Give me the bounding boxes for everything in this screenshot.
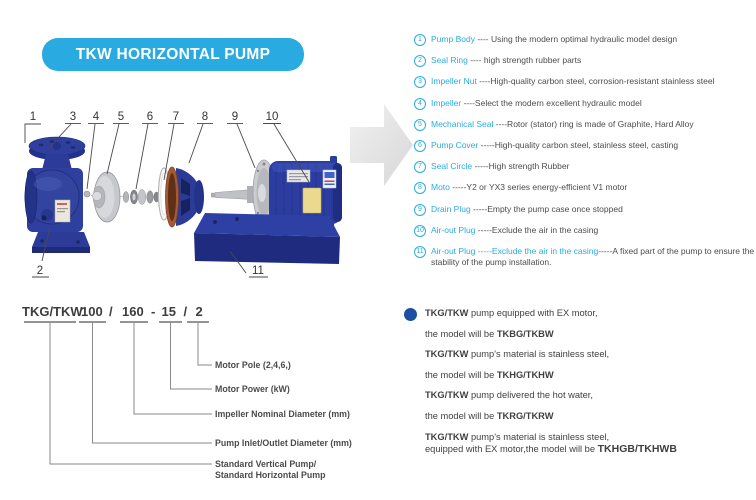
label-inlet-diameter: Pump Inlet/Outlet Diameter (mm) (215, 438, 352, 448)
model-code-diagram (10, 295, 380, 495)
part-name: Air-out Plug (431, 224, 476, 235)
parts-list-item (414, 161, 756, 173)
part-circle-number: 4 (414, 98, 426, 110)
parts-list-item (414, 119, 756, 131)
part-number-9: 9 (231, 111, 239, 123)
model-segment-sep2: - (151, 304, 156, 319)
part-number-2: 2 (36, 265, 44, 277)
variant-result: the model will be TKBG/TKBW (425, 328, 554, 339)
variant-condition: TKG/TKW pump's material is stainless steel, (425, 431, 610, 442)
part-description: -----Empty the pump case once stopped (470, 203, 623, 214)
right-arrow-graphic (350, 104, 413, 186)
part-number-8: 8 (201, 111, 209, 123)
part-circle-number: 9 (414, 204, 426, 216)
model-segment-power: 15 (161, 304, 176, 319)
part-description: -----High-quality carbon steel, stainless steel, casting (478, 139, 679, 150)
variant-result: the model will be TKHG/TKHW (425, 369, 554, 380)
mechanical-seal-graphic (119, 190, 159, 205)
part-name: Impeller (431, 97, 462, 108)
part-name: Impeller Nut (431, 76, 477, 87)
part-number-3: 3 (69, 111, 77, 123)
part-name: Seal Ring (431, 55, 468, 66)
part-circle-number: 6 (414, 140, 426, 152)
parts-list-item (414, 34, 756, 46)
part-name: Drain Plug (431, 203, 471, 214)
variant-condition: TKG/TKW pump equipped with EX motor, (425, 308, 598, 318)
part-name: Pump Cover (431, 139, 479, 150)
part-name: Mechanical Seal (431, 118, 494, 129)
variant-result: the model will be TKRG/TKRW (425, 410, 554, 421)
model-segment-brand: TKG/TKW (22, 304, 83, 319)
part-name: Pump Body (431, 34, 475, 44)
label-standard-pump-1: Standard Vertical Pump/ (215, 459, 317, 469)
parts-list-item (414, 225, 756, 237)
model-code-labels (215, 360, 352, 480)
label-motor-power: Motor Power (kW) (215, 384, 290, 394)
part-number-7: 7 (172, 111, 180, 123)
part-description: -----A fixed part of the pump to ensure the stability of the pump installation. (431, 245, 755, 268)
part-circle-number: 2 (414, 55, 426, 67)
bullet-dot (404, 308, 417, 321)
part-circle-number: 3 (414, 76, 426, 88)
part-name: Air-out Plug -----Exclude the air in the casing (431, 245, 599, 256)
part-description: -----High strength Rubber (472, 161, 570, 172)
part-name: Seal Circle (431, 161, 473, 172)
parts-list (414, 34, 756, 277)
part-number-1: 1 (29, 111, 37, 123)
part-circle-number: 11 (414, 246, 426, 258)
model-segment-sep1: / (109, 304, 113, 319)
model-segment-inlet: 100 (81, 304, 103, 319)
title-banner (42, 38, 304, 71)
page-title: TKW HORIZONTAL PUMP (75, 45, 271, 63)
part-name: Moto (431, 182, 450, 193)
part-description: -----Y2 or YX3 series energy-efficient V1 motor (449, 182, 628, 193)
parts-list-item (414, 98, 756, 110)
model-variants-text (425, 307, 754, 455)
part-description: ---- high strength rubber parts (467, 55, 582, 66)
parts-list-item (414, 204, 756, 216)
parts-list-item (414, 182, 756, 194)
pump-body-graphic (25, 137, 90, 253)
variant-condition: TKG/TKW pump delivered the hot water, (425, 390, 593, 401)
part-circle-number: 10 (414, 225, 426, 237)
part-circle-number: 8 (414, 182, 426, 194)
part-description: ---- Using the modern optimal hydraulic model design (474, 34, 678, 44)
parts-list-item (414, 55, 756, 67)
impeller-graphic (84, 172, 120, 222)
part-circle-number: 1 (414, 34, 426, 46)
part-circle-number: 5 (414, 119, 426, 131)
model-code-connectors (50, 322, 212, 464)
part-number-10: 10 (265, 111, 279, 123)
parts-list-item (414, 246, 756, 268)
label-motor-pole: Motor Pole (2,4,6,) (215, 360, 291, 370)
model-segment-sep3: / (183, 304, 188, 319)
label-standard-pump-2: Standard Horizontal Pump (215, 470, 326, 480)
motor-base-graphic (194, 213, 340, 264)
part-description: ----High-quality carbon steel, corrosion-resistant stainless steel (476, 76, 715, 87)
part-number-4: 4 (92, 111, 100, 123)
part-number-11: 11 (252, 265, 264, 277)
variant-condition: TKG/TKW pump's material is stainless steel, (425, 349, 610, 360)
parts-list-item (414, 140, 756, 152)
part-number-6: 6 (146, 111, 154, 123)
model-variants (404, 307, 754, 455)
model-segment-impeller: 160 (122, 304, 144, 319)
exploded-pump-diagram (0, 95, 420, 295)
part-description: -----Exclude the air in the casing (475, 224, 599, 235)
label-impeller-diameter: Impeller Nominal Diameter (mm) (215, 409, 350, 419)
part-number-5: 5 (117, 111, 125, 123)
model-segment-pole: 2 (195, 304, 203, 319)
parts-list-item (414, 76, 756, 88)
pump-cover-graphic (166, 167, 205, 227)
variant-result: equipped with EX motor,the model will be TKHGB/TKHWB (425, 443, 677, 456)
part-description: ----Rotor (stator) ring is made of Graphite, Hard Alloy (493, 118, 694, 129)
part-circle-number: 7 (414, 161, 426, 173)
part-description: ----Select the modern excellent hydraulic model (461, 97, 642, 108)
model-code-segments (22, 304, 203, 319)
